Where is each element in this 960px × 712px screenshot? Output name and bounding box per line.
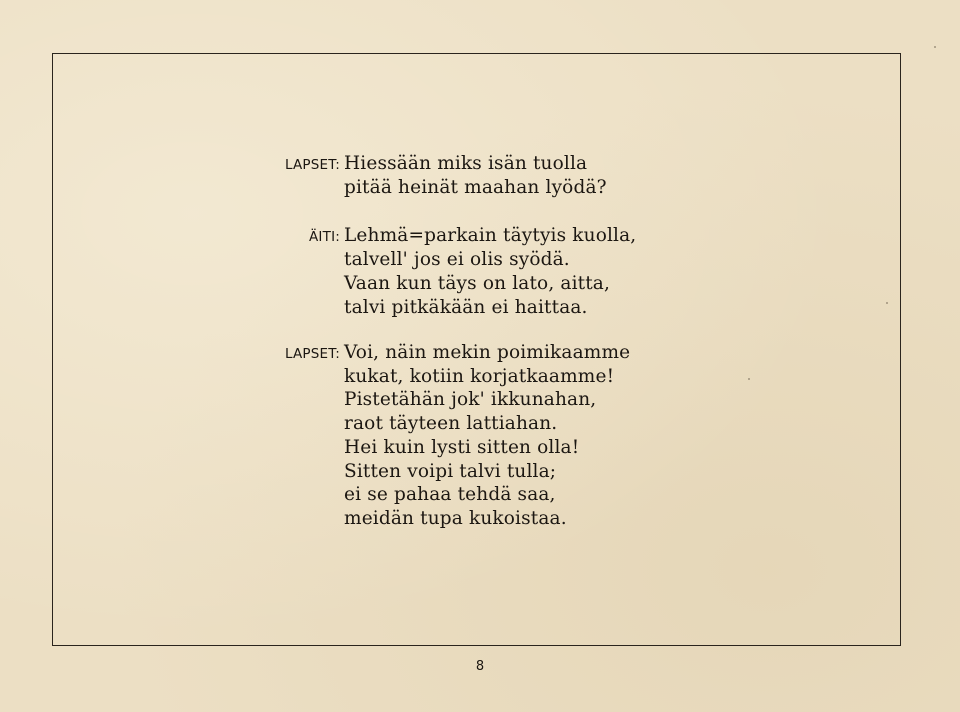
speaker-label: LAPSET:: [284, 157, 340, 173]
verse-line: Voi, näin mekin poimikaamme: [344, 342, 631, 363]
verse-line: talvi pitkäkään ei haittaa.: [344, 297, 588, 318]
verse-line: raot täyteen lattiahan.: [344, 413, 558, 435]
verse-line: Lehmä=parkain täytyis kuolla,: [344, 225, 637, 246]
verse-line: Pistetähän jok' ikkunahan,: [344, 389, 597, 411]
verse-line: Hei kuin lysti sitten olla!: [344, 436, 580, 458]
verse-line: talvell' jos ei olis syödä.: [344, 249, 570, 270]
verse-line: Hiessään miks isän tuolla: [344, 153, 588, 174]
verse-line: Vaan kun täys on lato, aitta,: [344, 273, 611, 294]
verse-lines: [344, 152, 607, 199]
paper-speck: [886, 302, 888, 304]
speaker-label: ÄITI:: [309, 229, 340, 245]
page-number: 8: [475, 659, 485, 674]
verse-lines: [344, 341, 630, 531]
speaker-label: LAPSET:: [284, 346, 340, 362]
paper-speck: [934, 46, 936, 48]
verse-line: Sitten voipi talvi tulla;: [344, 460, 557, 482]
verse-lines: [344, 224, 636, 320]
paper-speck: [748, 378, 750, 380]
verse-line: pitää heinät maahan lyödä?: [344, 176, 607, 198]
verse-line: ei se pahaa tehdä saa,: [344, 484, 556, 506]
verse-line: meidän tupa kukoistaa.: [344, 507, 567, 529]
verse-line: kukat, kotiin korjatkaamme!: [344, 365, 615, 387]
